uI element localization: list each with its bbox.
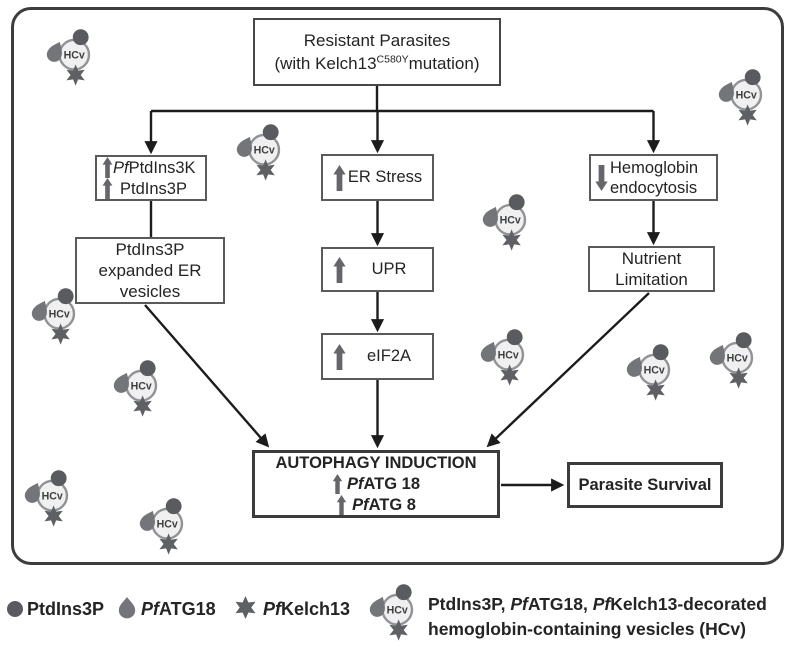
hcv-label: HCv [41, 490, 63, 503]
legend-label-kelch13 [263, 598, 350, 620]
hcv-vesicle-icon [708, 331, 760, 390]
pf-prefix: Pf [141, 599, 159, 619]
legend-pfkelch13-star-icon [233, 595, 258, 620]
node-eif2a [321, 333, 434, 380]
ptdins3p-circle-icon [263, 124, 279, 140]
ptdins3p-circle-icon [58, 288, 74, 304]
legend-label-ptdins3p: PtdIns3P [27, 599, 105, 619]
ptdins3p-circle-icon [73, 29, 89, 45]
hcv-description-line1 [428, 592, 767, 617]
expanded-er-line2: expanded ER [98, 261, 202, 280]
hcv-label: HCv [63, 49, 85, 62]
hcv-label: HCv [386, 604, 408, 617]
hcv-label: HCv [156, 518, 178, 531]
autophagy-row1 [332, 474, 420, 495]
legend-ptdins3p-circle-icon [7, 601, 23, 617]
ptdins3p-circle-icon [140, 360, 156, 376]
atg18-text: ATG 18 [363, 474, 421, 493]
up-arrow-icon [102, 157, 113, 178]
hcv-label: HCv [499, 214, 521, 227]
desc-seg1: PtdIns3P, [428, 594, 511, 614]
ptdins3p-circle-icon [509, 194, 525, 210]
hemoglobin-line1: Hemoglobin [610, 158, 699, 177]
parasite-survival-text: Parasite Survival [578, 475, 712, 494]
node-er-stress [321, 154, 434, 201]
legend-label-atg18 [141, 598, 216, 620]
hcv-vesicle-icon [45, 28, 97, 87]
legend-hcv-vesicle-icon [368, 583, 420, 642]
up-arrow-icon [336, 495, 347, 515]
node-hemoglobin-endocytosis [589, 154, 718, 201]
node-parasite-survival [567, 462, 723, 508]
hcv-vesicle-icon [481, 193, 533, 252]
nutrient-line2: Limitation [615, 270, 688, 289]
hcv-vesicle-icon [138, 497, 190, 556]
ptdins3p-circle-icon [736, 332, 752, 348]
hcv-label: HCv [48, 308, 70, 321]
upr-text: UPR [371, 260, 407, 278]
node-upr [321, 247, 434, 292]
desc-seg3: Kelch13-decorated [610, 594, 767, 614]
up-arrow-icon [333, 165, 346, 191]
hcv-label: HCv [253, 144, 275, 157]
er-stress-row [333, 165, 422, 191]
hcv-label: HCv [130, 380, 152, 393]
hcv-description-line2: hemoglobin-containing vesicles (HCv) [428, 619, 746, 639]
hcv-label: HCv [735, 89, 757, 102]
hcv-vesicle-icon [235, 123, 287, 182]
pf-prefix: Pf [113, 158, 129, 177]
autophagy-title: AUTOPHAGY INDUCTION [275, 453, 477, 472]
hcv-label: HCv [643, 364, 665, 377]
kelch13-mutation-superscript: C580Y [376, 53, 409, 66]
hcv-vesicle-icon [112, 359, 164, 418]
hcv-label: HCv [497, 349, 519, 362]
node-autophagy-induction [252, 450, 500, 518]
up-arrow-icon [102, 178, 113, 199]
hemoglobin-line2: endocytosis [610, 178, 698, 197]
ptdins3k-row2 [102, 178, 187, 199]
resistant-line2-pre: (with Kelch13 [274, 54, 377, 73]
atg18-label-text: ATG18 [159, 599, 216, 619]
ptdins3k-row1 [102, 157, 196, 178]
ptdins3p-circle-icon [166, 498, 182, 514]
expanded-er-line3: vesicles [119, 282, 181, 301]
resistant-line2-post: mutation) [408, 54, 480, 73]
pf-prefix: Pf [263, 599, 281, 619]
resistant-line2 [274, 52, 479, 75]
hcv-vesicle-icon [625, 343, 677, 402]
up-arrow-icon [333, 257, 346, 283]
ptdins3p-circle-icon [51, 470, 67, 486]
up-arrow-icon [333, 344, 346, 370]
down-arrow-icon [595, 165, 608, 191]
eif2a-text: eIF2A [366, 347, 412, 365]
node-ptdins3p-expanded-er-vesicles [75, 237, 225, 304]
ptdins3p-circle-icon [745, 69, 761, 85]
pf-prefix: Pf [510, 594, 528, 614]
hcv-vesicle-icon [23, 469, 75, 528]
resistant-line1: Resistant Parasites [303, 31, 451, 50]
hcv-vesicle-icon [479, 328, 531, 387]
ptdins3p-text: PtdIns3P [120, 179, 187, 198]
legend-pfatg18-teardrop-icon [117, 596, 137, 619]
hcv-label: HCv [726, 352, 748, 365]
pf-prefix: Pf [592, 594, 611, 614]
legend-hcv-description [428, 592, 767, 642]
node-resistant-parasites [253, 18, 501, 86]
pf-prefix: Pf [352, 495, 369, 514]
kelch13-label-text: Kelch13 [281, 599, 351, 619]
ptdins3k-text: PtdIns3K [128, 158, 196, 177]
desc-seg2: ATG18, [527, 594, 593, 614]
node-pfptdins3k [95, 155, 207, 201]
autophagy-row2 [336, 495, 416, 516]
ptdins3p-circle-icon [507, 329, 523, 345]
pf-prefix: Pf [346, 474, 364, 493]
node-nutrient-limitation [588, 246, 715, 292]
atg8-text: ATG 8 [368, 495, 416, 514]
expanded-er-line1: PtdIns3P [115, 240, 185, 259]
nutrient-line1: Nutrient [621, 249, 682, 268]
er-stress-text: ER Stress [347, 168, 423, 186]
hcv-vesicle-icon [717, 68, 769, 127]
hemoglobin-text [610, 158, 698, 198]
up-arrow-icon [332, 474, 343, 494]
ptdins3p-circle-icon [653, 344, 669, 360]
